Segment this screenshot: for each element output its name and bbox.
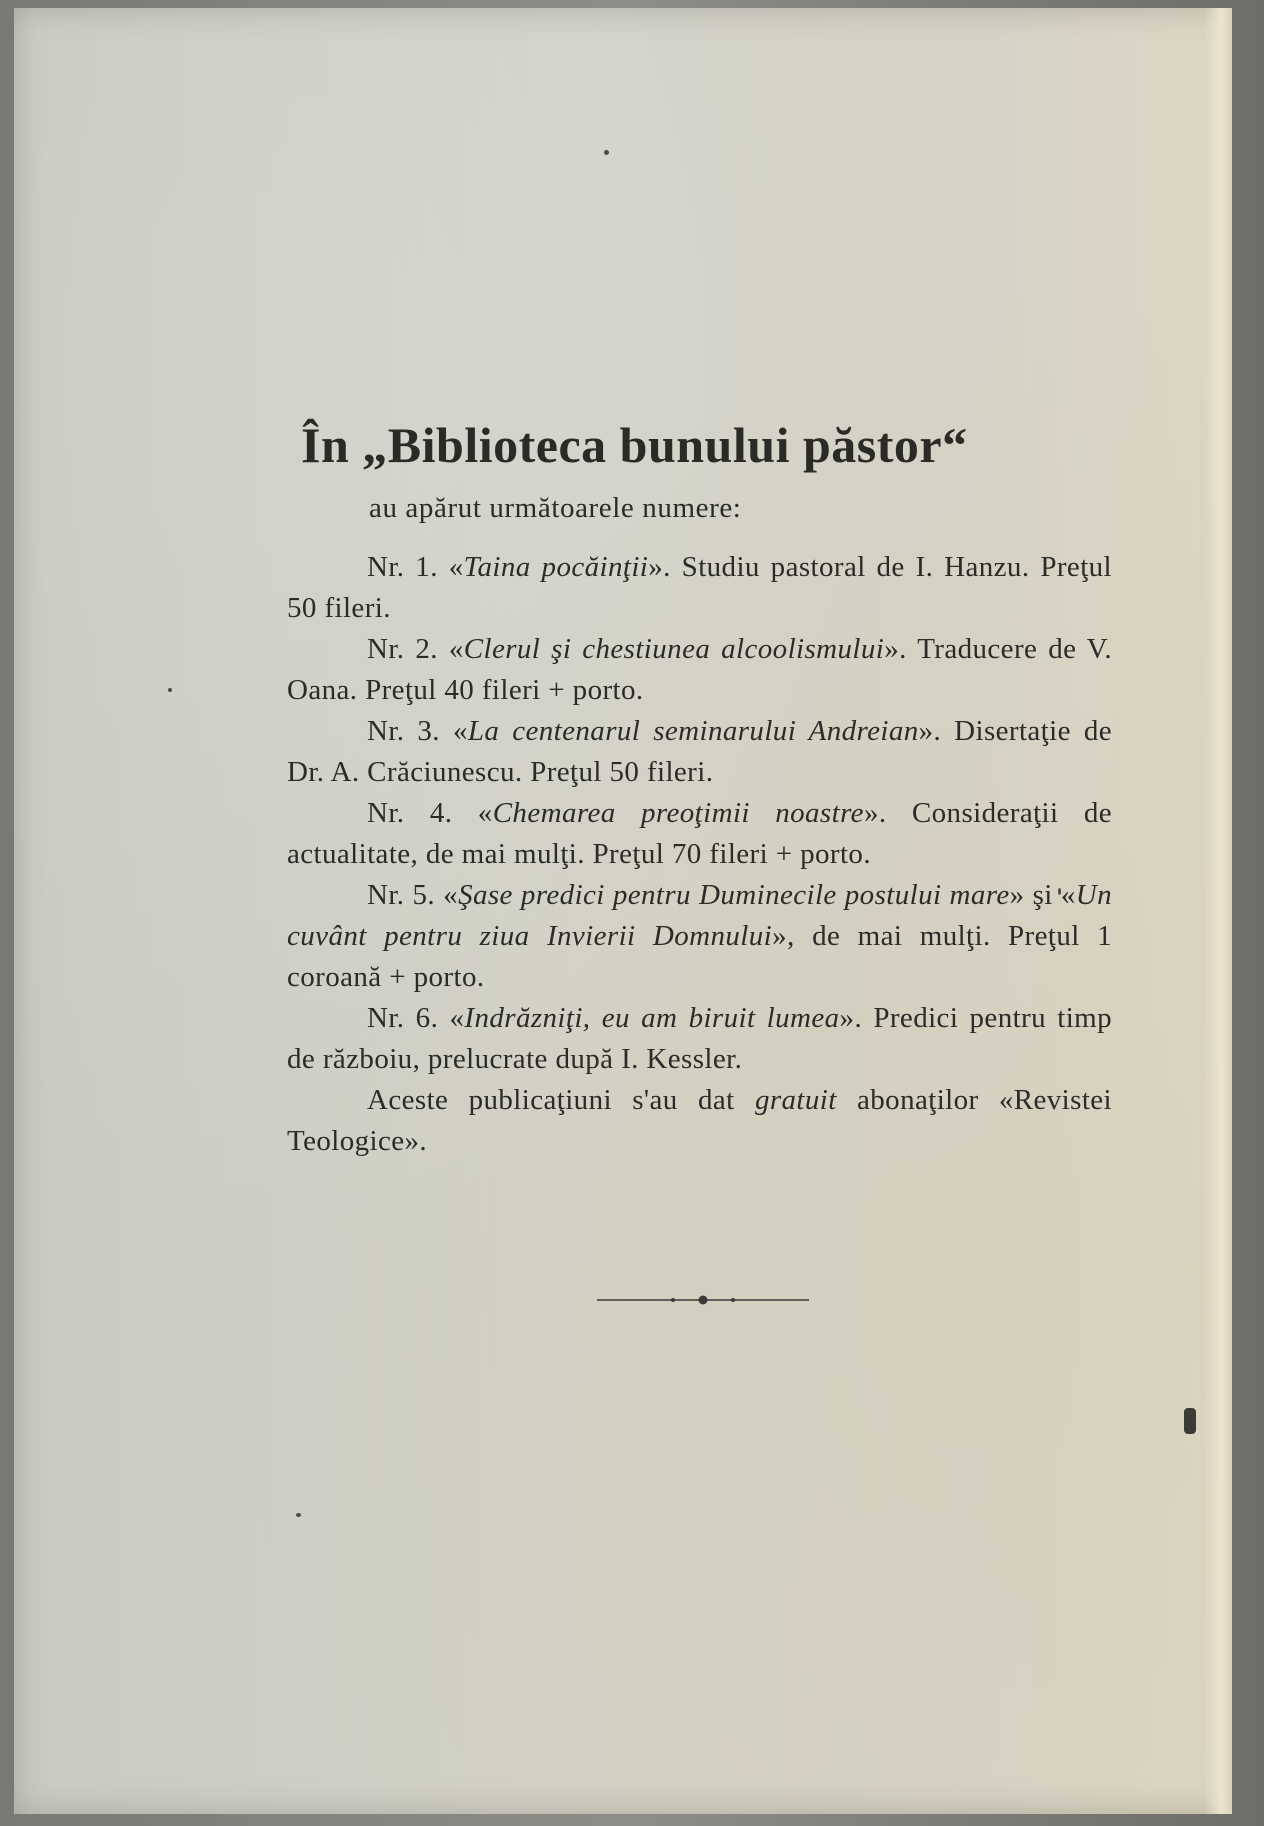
list-item (287, 998, 1112, 1080)
close-quote: » (648, 551, 664, 583)
entry-title: Şase predici pentru Duminecile postului mare (458, 879, 1010, 911)
entry-description: . Traducere de V. Oana. Preţul 40 fileri + porto. (287, 633, 1113, 706)
entry-number: Nr. 1. (367, 551, 438, 583)
closing-note (287, 1080, 1112, 1162)
list-item (287, 547, 1112, 629)
open-quote: « (448, 633, 464, 665)
entry-connector: şi (1024, 879, 1061, 911)
open-quote: « (448, 551, 464, 583)
publication-list (287, 416, 1112, 1162)
entry-title-secondary: Un cuvânt pentru ziua Invierii Domnului (287, 879, 1112, 952)
open-quote: « (477, 797, 493, 829)
open-quote: « (1060, 879, 1076, 911)
paper-speck (168, 688, 172, 692)
close-quote: » (1009, 879, 1025, 911)
list-item (287, 875, 1112, 998)
close-quote: » (884, 633, 900, 665)
book-back-cover (14, 8, 1232, 1814)
paper-speck (604, 150, 609, 155)
entry-number: Nr. 4. (367, 797, 453, 829)
open-quote: « (449, 1002, 465, 1034)
entry-title: Chemarea preoţimii noastre (492, 797, 864, 829)
entry-number: Nr. 5. (367, 879, 436, 911)
close-quote: » (918, 715, 934, 747)
entry-description: . Predici pentru timp de războiu, prelucrate după I. Kessler. (287, 1002, 1113, 1075)
page-title: În „Biblioteca bunului păstor“ (301, 417, 968, 473)
entry-description: . Consideraţii de actualitate, de mai mulţi. Preţul 70 fileri + porto. (287, 797, 1113, 870)
paper-speck (1184, 1408, 1196, 1434)
entry-title: Indrăzniţi, eu am biruit lumea (464, 1002, 840, 1034)
closing-text: Aceste publicaţiuni s'au dat (367, 1084, 755, 1116)
entry-number: Nr. 3. (367, 715, 440, 747)
ornament-divider (597, 1292, 809, 1308)
entry-description: . Disertaţie de Dr. A. Crăciunescu. Preţul 50 fileri. (287, 715, 1113, 788)
closing-text-end: abonaţilor «Revistei Teologice». (287, 1084, 1113, 1157)
entry-number: Nr. 6. (367, 1002, 439, 1034)
cover-page-edge (1204, 8, 1232, 1814)
close-quote: » (772, 920, 788, 952)
closing-emphasis: gratuit (754, 1084, 837, 1116)
entry-number: Nr. 2. (367, 633, 438, 665)
close-quote: » (863, 797, 879, 829)
paper-speck (296, 1513, 301, 1517)
close-quote: » (839, 1002, 855, 1034)
list-item (287, 711, 1112, 793)
entry-description: . Studiu pastoral de I. Hanzu. Preţul 50 fileri. (287, 551, 1113, 624)
entry-description: , de mai mulţi. Preţul 1 coroană + porto. (287, 920, 1112, 993)
subtitle: au apărut următoarele numere: (369, 492, 742, 524)
list-item (287, 629, 1112, 711)
entry-title: Taina pocăinţii (463, 551, 649, 583)
entry-title: La centenarul seminarului Andreian (467, 715, 919, 747)
list-item (287, 793, 1112, 875)
entry-title: Clerul şi chestiunea alcoolismului (463, 633, 885, 665)
open-quote: « (443, 879, 459, 911)
open-quote: « (452, 715, 468, 747)
